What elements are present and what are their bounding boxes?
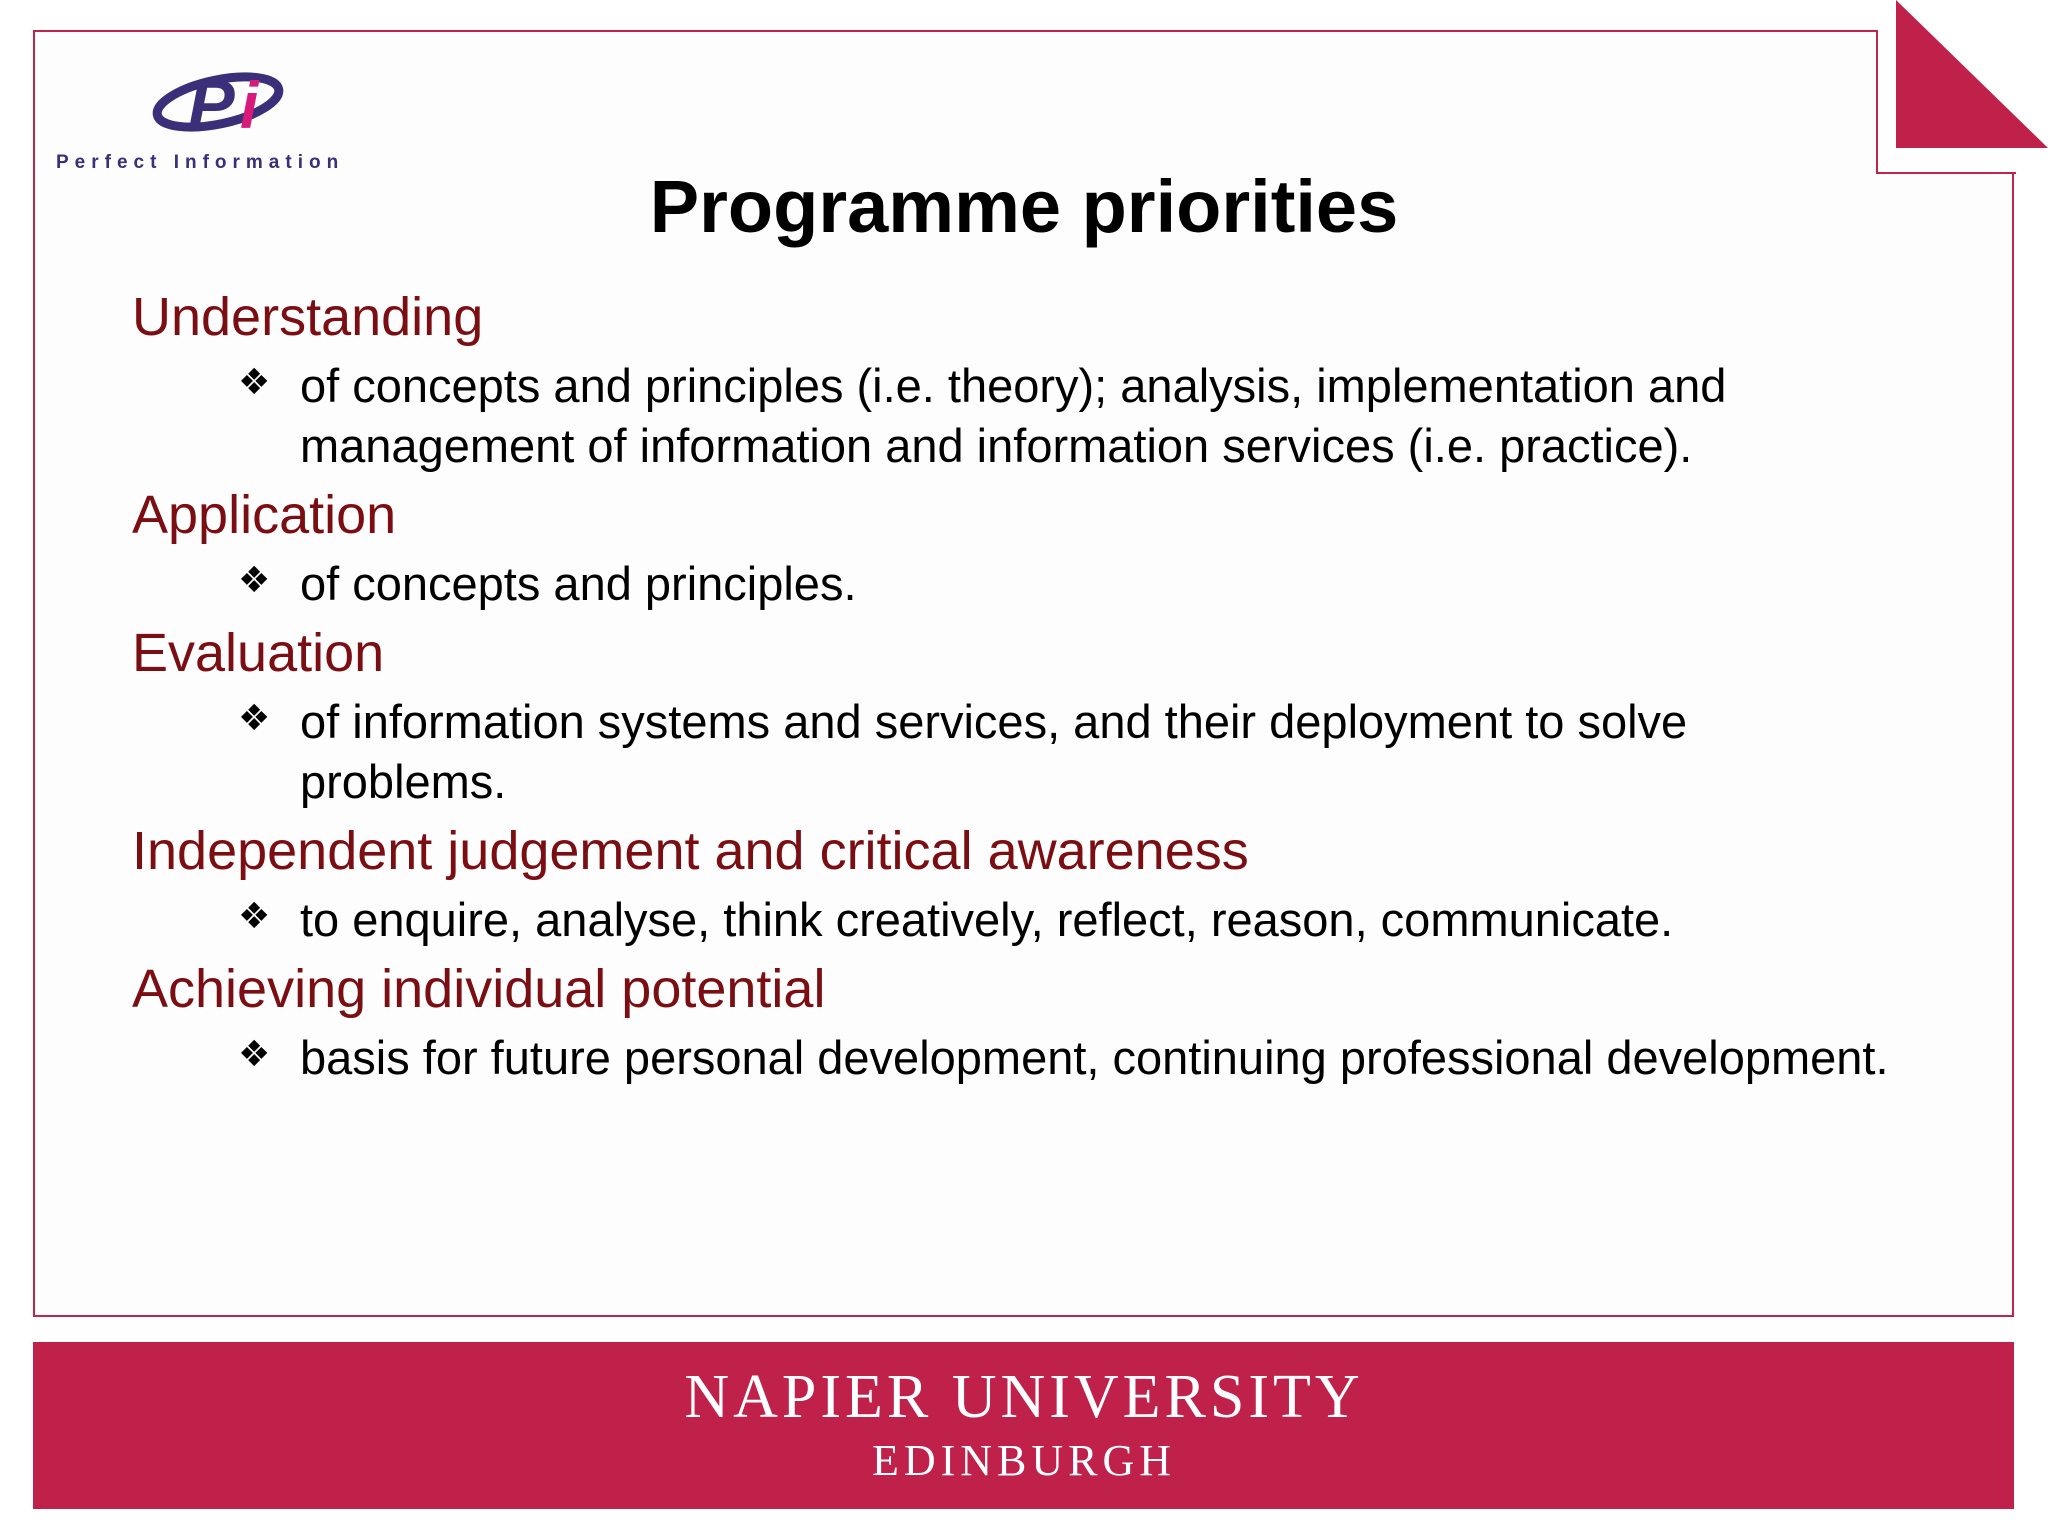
diamond-bullet-icon: ❖	[238, 560, 271, 601]
diamond-bullet-icon: ❖	[238, 698, 271, 739]
bullet-item	[132, 692, 1892, 812]
section-application	[132, 484, 1892, 614]
bullet-text: of information systems and services, and their deployment to solve problems.	[300, 695, 1688, 808]
slide-title: Programme priorities	[649, 165, 1399, 248]
university-name: NAPIER UNIVERSITY	[684, 1363, 1364, 1431]
section-independent-judgement	[132, 820, 1892, 950]
bullet-item	[132, 554, 1892, 614]
section-heading: Application	[132, 485, 397, 545]
priorities-list	[132, 286, 1892, 1096]
logo-caption: Perfect Information	[56, 152, 345, 173]
section-achieving-potential	[132, 958, 1892, 1088]
university-city: EDINBURGH	[871, 1436, 1177, 1485]
perfect-information-logo	[50, 62, 380, 182]
diamond-bullet-icon: ❖	[238, 896, 271, 937]
diamond-bullet-icon: ❖	[238, 362, 271, 403]
bullet-text: to enquire, analyse, think creatively, reflect, reason, communicate.	[300, 893, 1674, 946]
page-fold-icon	[1896, 0, 2048, 152]
corner-border-vertical	[1876, 30, 1878, 174]
section-heading: Independent judgement and critical awareness	[132, 821, 1249, 881]
svg-text:i: i	[240, 68, 259, 142]
bullet-text: of concepts and principles.	[300, 557, 857, 610]
section-understanding	[132, 286, 1892, 476]
section-evaluation	[132, 622, 1892, 812]
diamond-bullet-icon: ❖	[238, 1034, 271, 1075]
bullet-item	[132, 1028, 1892, 1088]
bullet-item	[132, 356, 1892, 476]
section-heading: Evaluation	[132, 623, 385, 683]
svg-text:P: P	[188, 65, 235, 142]
pi-logo-mark-icon	[148, 62, 318, 142]
section-heading: Achieving individual potential	[132, 959, 826, 1019]
section-heading: Understanding	[132, 287, 484, 347]
bullet-text: basis for future personal development, continuing professional development.	[300, 1031, 1889, 1084]
bullet-text: of concepts and principles (i.e. theory); analysis, implementation and management of information and information services (i.e. practice).	[300, 359, 1727, 472]
bullet-item	[132, 890, 1892, 950]
